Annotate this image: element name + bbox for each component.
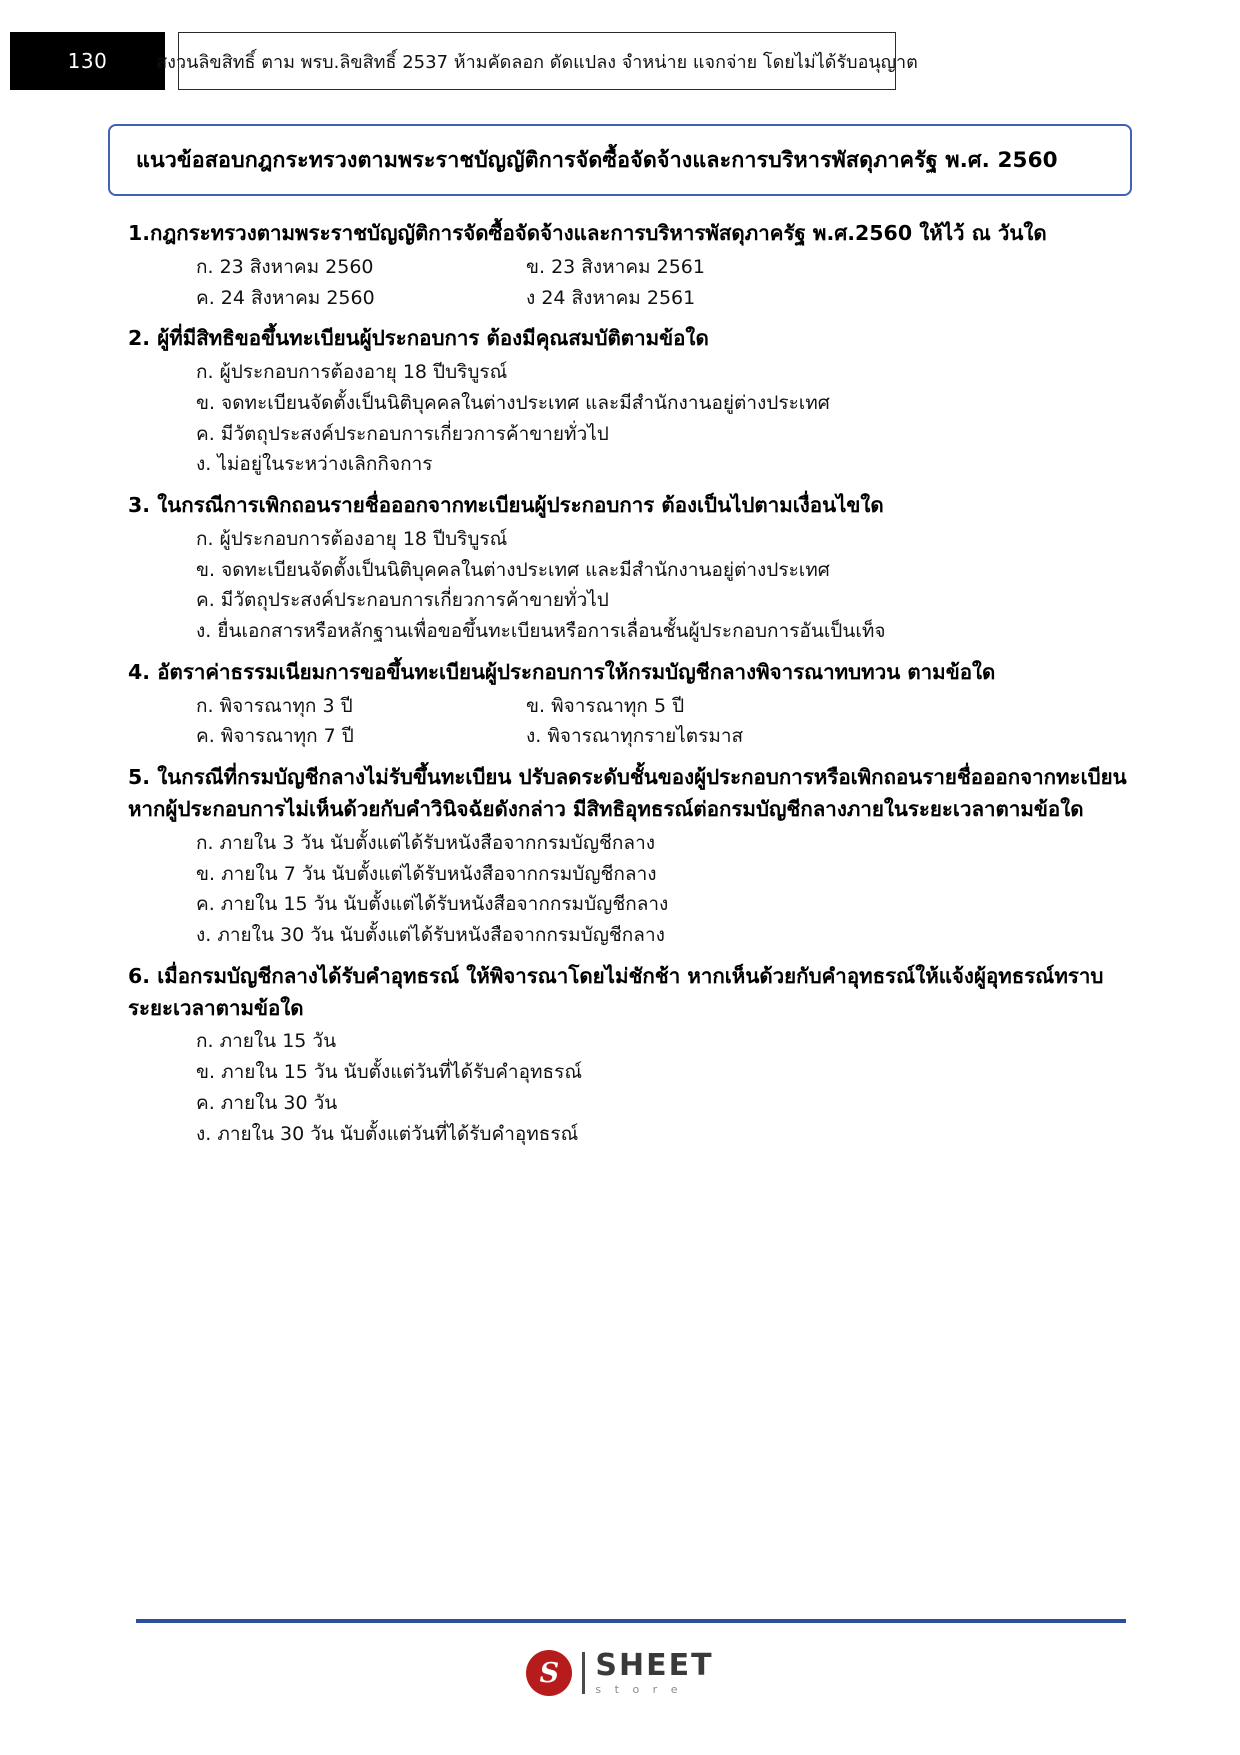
choice-option: ค. มีวัตถุประสงค์ประกอบการเกี่ยวการค้าขายทั่วไป bbox=[196, 589, 609, 612]
title-banner bbox=[108, 124, 1132, 196]
choice-group bbox=[128, 1026, 1128, 1149]
choice-option: ข. ภายใน 7 วัน นับตั้งแต่ได้รับหนังสือจากกรมบัญชีกลาง bbox=[196, 862, 657, 885]
question-item bbox=[128, 218, 1128, 313]
question-text: 2. ผู้ที่มีสิทธิขอขึ้นทะเบียนผู้ประกอบการ ต้องมีคุณสมบัติตามข้อใด bbox=[128, 326, 709, 351]
choice-option: ก. พิจารณาทุก 3 ปี bbox=[196, 694, 353, 717]
choice-option: ก. ผู้ประกอบการต้องอายุ 18 ปีบริบูรณ์ bbox=[196, 527, 508, 550]
choice-option: ง. พิจารณาทุกรายไตรมาส bbox=[526, 725, 744, 748]
logo-divider bbox=[582, 1652, 585, 1694]
page-number-box bbox=[10, 32, 165, 90]
choice-option: ข. 23 สิงหาคม 2561 bbox=[526, 255, 705, 278]
logo-main-text: SHEET bbox=[595, 1648, 714, 1683]
choice-group bbox=[128, 691, 1128, 753]
sheet-store-logo-icon: S bbox=[526, 1650, 572, 1696]
choice-option: ค. ภายใน 30 วัน bbox=[196, 1091, 338, 1114]
logo-wordmark bbox=[595, 1648, 714, 1696]
choice-option: ก. ภายใน 15 วัน bbox=[196, 1030, 337, 1053]
choice-option: ง. ไม่อยู่ในระหว่างเลิกกิจการ bbox=[196, 453, 433, 476]
footer-divider bbox=[136, 1619, 1126, 1623]
copyright-notice: สงวนลิขสิทธิ์ ตาม พรบ.ลิขสิทธิ์ 2537 ห้ามคัดลอก ดัดแปลง จำหน่าย แจกจ่าย โดยไม่ได้รับอนุญาต bbox=[156, 51, 918, 73]
choice-option: ค. พิจารณาทุก 7 ปี bbox=[196, 725, 354, 748]
choice-option: ค. ภายใน 15 วัน นับตั้งแต่ได้รับหนังสือจากกรมบัญชีกลาง bbox=[196, 893, 669, 916]
question-text: 6. เมื่อกรมบัญชีกลางได้รับคำอุทธรณ์ ให้พิจารณาโดยไม่ชักช้า หากเห็นด้วยกับคำอุทธรณ์ให้แจ้งผู้อุทธรณ์ทราบ ระยะเวลาตามข้อใด bbox=[128, 963, 1104, 1020]
choice-group bbox=[128, 524, 1128, 647]
question-item bbox=[128, 657, 1128, 752]
choice-option: ก. ผู้ประกอบการต้องอายุ 18 ปีบริบูรณ์ bbox=[196, 361, 508, 384]
choice-option: ค. 24 สิงหาคม 2560 bbox=[196, 286, 375, 309]
choice-option: ข. จดทะเบียนจัดตั้งเป็นนิติบุคคลในต่างประเทศ และมีสำนักงานอยู่ต่างประเทศ bbox=[196, 558, 830, 581]
question-item bbox=[128, 762, 1128, 951]
question-item bbox=[128, 490, 1128, 647]
choice-option: ก. ภายใน 3 วัน นับตั้งแต่ได้รับหนังสือจากกรมบัญชีกลาง bbox=[196, 831, 656, 854]
choice-option: ง. ภายใน 30 วัน นับตั้งแต่วันที่ได้รับคำอุทธรณ์ bbox=[196, 1122, 579, 1145]
question-list bbox=[128, 218, 1128, 1153]
logo-sub-text: s t o r e bbox=[595, 1683, 683, 1696]
question-text: 3. ในกรณีการเพิกถอนรายชื่อออกจากทะเบียนผู้ประกอบการ ต้องเป็นไปตามเงื่อนไขใด bbox=[128, 493, 884, 518]
choice-option: ค. มีวัตถุประสงค์ประกอบการเกี่ยวการค้าขายทั่วไป bbox=[196, 422, 609, 445]
question-item bbox=[128, 323, 1128, 480]
question-item bbox=[128, 961, 1128, 1150]
question-text: 4. อัตราค่าธรรมเนียมการขอขึ้นทะเบียนผู้ประกอบการให้กรมบัญชีกลางพิจารณาทบทวน ตามข้อใด bbox=[128, 659, 996, 684]
choice-option: ข. พิจารณาทุก 5 ปี bbox=[526, 694, 685, 717]
choice-group bbox=[128, 252, 1128, 314]
footer-logo bbox=[0, 1650, 1240, 1696]
page-header bbox=[0, 32, 1240, 90]
page-title: แนวข้อสอบกฎกระทรวงตามพระราชบัญญัติการจัดซื้อจัดจ้างและการบริหารพัสดุภาครัฐ พ.ศ. 2560 bbox=[136, 148, 1058, 173]
choice-option: ข. จดทะเบียนจัดตั้งเป็นนิติบุคคลในต่างประเทศ และมีสำนักงานอยู่ต่างประเทศ bbox=[196, 391, 830, 414]
question-text: 5. ในกรณีที่กรมบัญชีกลางไม่รับขึ้นทะเบียน ปรับลดระดับชั้นของผู้ประกอบการหรือเพิกถอนรายชื่อออกจากทะเบียน หากผู้ประกอบการไม่เห็นด้วยกับคำวินิจฉัยดังกล่าว มีสิทธิอุทธรณ์ต่อกรมบัญชีกลางภายในระยะเวลาตามข้อใด bbox=[128, 765, 1127, 822]
choice-option: ง. ยื่นเอกสารหรือหลักฐานเพื่อขอขึ้นทะเบียนหรือการเลื่อนชั้นผู้ประกอบการอันเป็นเท็จ bbox=[196, 620, 886, 643]
choice-option: ก. 23 สิงหาคม 2560 bbox=[196, 255, 374, 278]
choice-option: ข. ภายใน 15 วัน นับตั้งแต่วันที่ได้รับคำอุทธรณ์ bbox=[196, 1061, 582, 1084]
question-text: 1.กฎกระทรวงตามพระราชบัญญัติการจัดซื้อจัดจ้างและการบริหารพัสดุภาครัฐ พ.ศ.2560 ให้ไว้ ณ วันใด bbox=[128, 221, 1047, 245]
choice-group bbox=[128, 357, 1128, 480]
choice-option: ง. ภายใน 30 วัน นับตั้งแต่ได้รับหนังสือจากกรมบัญชีกลาง bbox=[196, 924, 665, 947]
choice-group bbox=[128, 828, 1128, 951]
choice-option: ง 24 สิงหาคม 2561 bbox=[526, 286, 696, 309]
page-number: 130 bbox=[67, 49, 108, 73]
copyright-box bbox=[156, 32, 918, 90]
